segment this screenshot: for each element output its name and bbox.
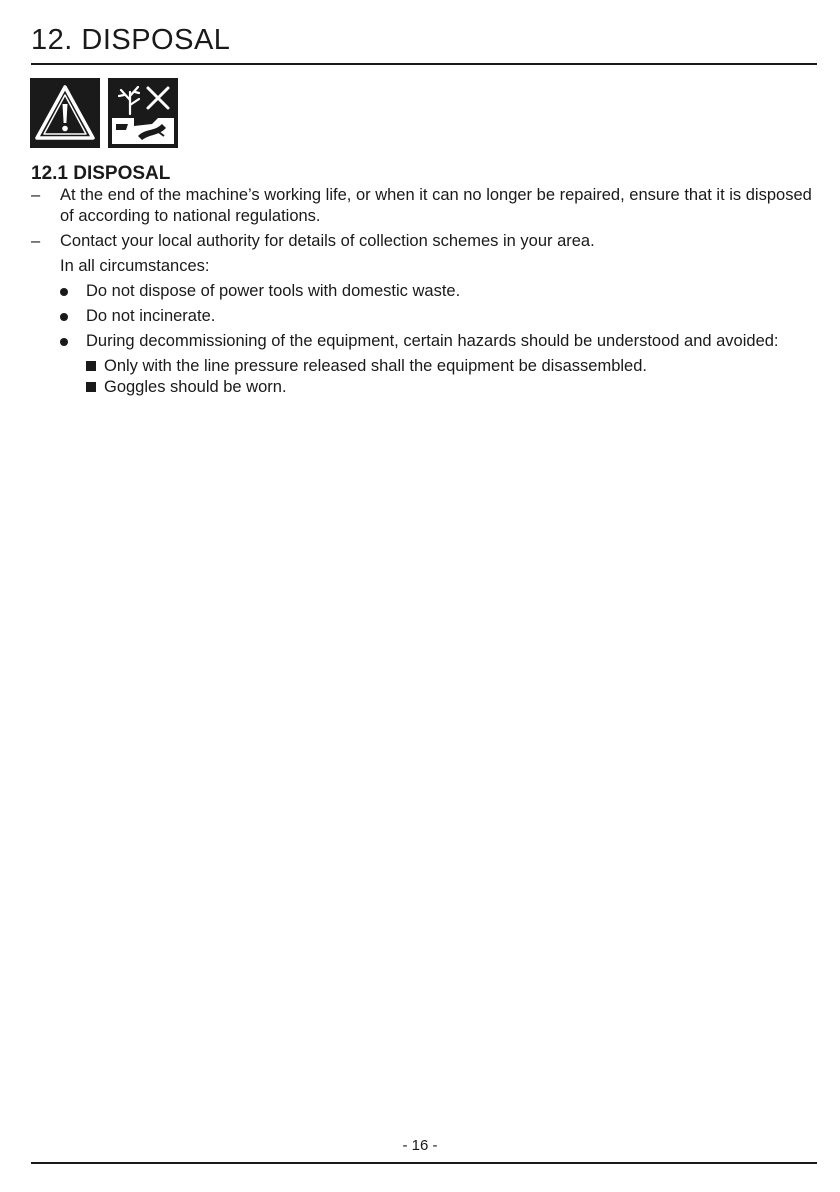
dash-marker: – bbox=[31, 186, 41, 204]
environmental-hazard-icon bbox=[108, 78, 178, 148]
list-item bbox=[31, 185, 821, 227]
square-bullet-icon bbox=[86, 382, 96, 392]
title-divider bbox=[31, 63, 817, 65]
intro-text: In all circumstances: bbox=[60, 257, 210, 275]
footer-divider bbox=[31, 1162, 817, 1164]
list-item bbox=[31, 331, 821, 352]
section-body bbox=[31, 185, 821, 398]
bullet-icon bbox=[60, 313, 68, 321]
bullet-icon bbox=[60, 338, 68, 346]
square-bullet-icon bbox=[86, 361, 96, 371]
list-item-text: Do not dispose of power tools with domestic waste. bbox=[86, 282, 461, 300]
list-item-text: At the end of the machine’s working life, or when it can no longer be repaired, ensure that it is disposed of according to national regulations. bbox=[60, 186, 812, 225]
list-item bbox=[31, 306, 821, 327]
dash-marker: – bbox=[31, 232, 41, 250]
list-item-text: Goggles should be worn. bbox=[104, 378, 287, 396]
bullet-icon bbox=[60, 288, 68, 296]
section-heading: 12.1 DISPOSAL bbox=[31, 163, 171, 184]
list-item-text: Only with the line pressure released shall the equipment be disassembled. bbox=[104, 357, 647, 375]
list-item bbox=[31, 231, 821, 252]
list-item bbox=[31, 281, 821, 302]
sub-list-item bbox=[31, 356, 821, 377]
list-item-text: Do not incinerate. bbox=[86, 307, 216, 325]
page-number: - 16 - bbox=[402, 1137, 438, 1154]
list-item-text: Contact your local authority for details of collection schemes in your area. bbox=[60, 232, 595, 250]
list-item-text: During decommissioning of the equipment, certain hazards should be understood and avoided: bbox=[86, 332, 779, 350]
page-title: 12. DISPOSAL bbox=[31, 24, 231, 56]
sub-list-item bbox=[31, 377, 821, 398]
warning-triangle-icon bbox=[30, 78, 100, 148]
